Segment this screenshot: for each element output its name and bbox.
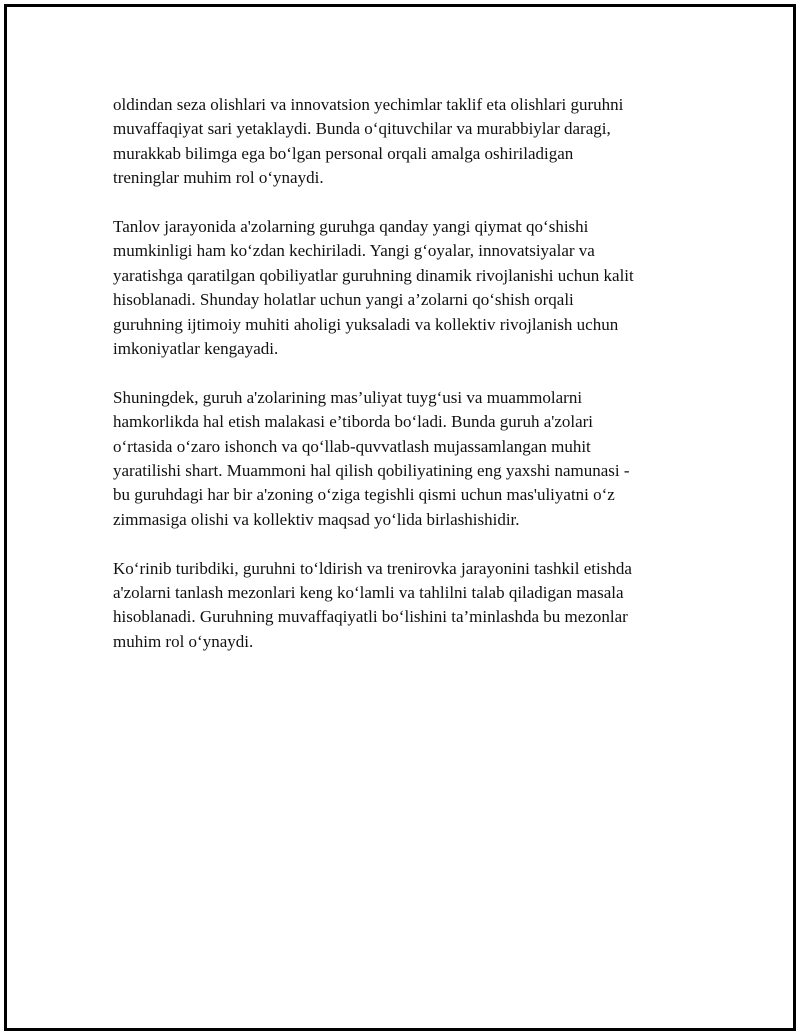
paragraph-2 bbox=[113, 215, 688, 361]
text-line: hisoblanadi. Shunday holatlar uchun yangi a’zolarni qoʻshish orqali bbox=[113, 290, 574, 310]
text-line: hamkorlikda hal etish malakasi e’tiborda boʻladi. Bunda guruh a'zolari bbox=[113, 412, 594, 432]
text-line: Tanlov jarayonida a'zolarning guruhga qanday yangi qiymat qoʻshishi bbox=[113, 217, 589, 237]
text-line: oʻrtasida oʻzaro ishonch va qoʻllab-quvvatlash mujassamlangan muhit bbox=[113, 436, 591, 456]
text-line: a'zolarni tanlash mezonlari keng koʻlamli va tahlilni talab qiladigan masala bbox=[113, 583, 624, 603]
text-line: treninglar muhim rol oʻynaydi. bbox=[113, 168, 324, 188]
text-line: yaratilishi shart. Muammoni hal qilish qobiliyatining eng yaxshi namunasi - bbox=[113, 461, 630, 481]
text-line: yaratishga qaratilgan qobiliyatlar guruhning dinamik rivojlanishi uchun kalit bbox=[113, 265, 634, 285]
text-line: muhim rol oʻynaydi. bbox=[113, 631, 254, 651]
text-line: murakkab bilimga ega boʻlgan personal orqali amalga oshiriladigan bbox=[113, 143, 574, 163]
text-line: Shuningdek, guruh a'zolarining mas’uliyat tuygʻusi va muammolarni bbox=[113, 387, 583, 407]
document-body bbox=[113, 93, 688, 679]
text-line: imkoniyatlar kengayadi. bbox=[113, 339, 279, 359]
paragraph-1 bbox=[113, 93, 688, 191]
paragraph-3 bbox=[113, 386, 688, 532]
text-line: zimmasiga olishi va kollektiv maqsad yoʻlida birlashishidir. bbox=[113, 509, 520, 529]
text-line: muvaffaqiyat sari yetaklaydi. Bunda oʻqituvchilar va murabbiylar daragi, bbox=[113, 119, 611, 139]
text-line: oldindan seza olishlari va innovatsion yechimlar taklif eta olishlari guruhni bbox=[113, 95, 624, 114]
text-line: mumkinligi ham koʻzdan kechiriladi. Yangi gʻoyalar, innovatsiyalar va bbox=[113, 241, 595, 261]
text-line: Koʻrinib turibdiki, guruhni toʻldirish va trenirovka jarayonini tashkil etishda bbox=[113, 558, 632, 578]
text-line: hisoblanadi. Guruhning muvaffaqiyatli boʻlishini ta’minlashda bu mezonlar bbox=[113, 607, 628, 627]
text-line: bu guruhdagi har bir a'zoning oʻziga tegishli qismi uchun mas'uliyatni oʻz bbox=[113, 485, 615, 505]
paragraph-4 bbox=[113, 557, 688, 655]
text-line: guruhning ijtimoiy muhiti aholigi yuksaladi va kollektiv rivojlanish uchun bbox=[113, 314, 619, 334]
